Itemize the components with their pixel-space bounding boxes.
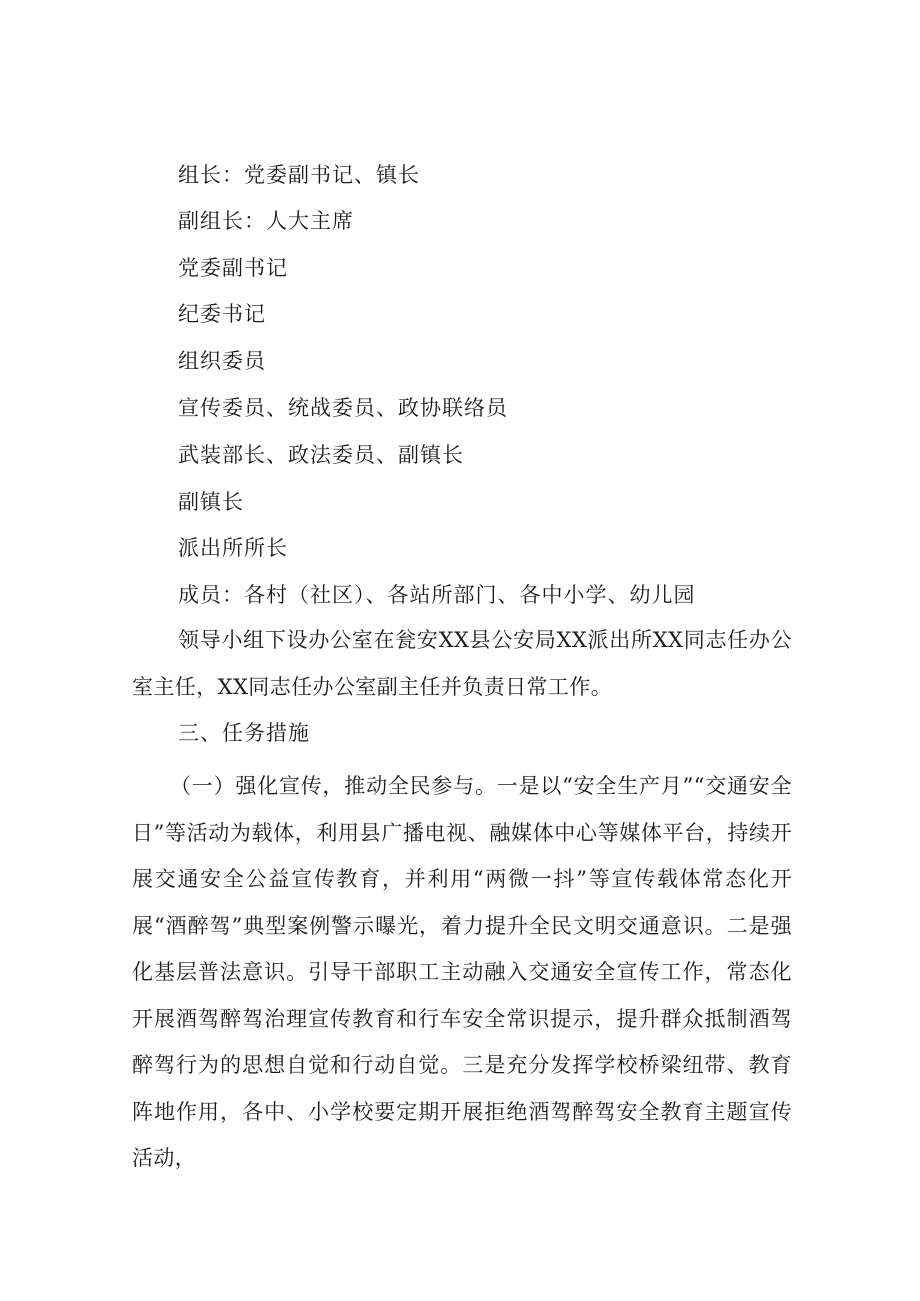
measures-paragraph: （一）强化宣传，推动全民参与。一是以“安全生产月”“交通安全日”等活动为载体，利用县广播电视、融媒体中心等媒体平台，持续开展交通安全公益宣传教育，并利用“两微一抖”等宣传载体常态化开展“酒醉驾”典型案例警示曝光，着力提升全民文明交通意识。二是强化基层普法意识。引导干部职工主动融入交通安全宣传工作，常态化开展酒驾醉驾治理宣传教育和行车安全常识提示，提升群众抵制酒驾醉驾行为的思想自觉和行动自觉。三是充分发挥学校桥梁纽带、教育阵地作用，各中、小学校要定期开展拒绝酒驾醉驾安全教育主题宣传活动， [132,774,792,1170]
members-line: 成员：各村（社区）、各站所部门、各中小学、幼儿园 [178,583,696,607]
member-line: 派出所所长 [178,536,288,560]
group-leader-line: 组长：党委副书记、镇长 [178,163,420,187]
member-line: 副镇长 [178,490,244,514]
member-line: 党委副书记 [178,256,288,280]
member-line: 纪委书记 [178,302,266,326]
member-line: 宣传委员、统战委员、政协联络员 [178,396,508,420]
member-line: 武装部长、政法委员、副镇长 [178,443,464,467]
section-heading: 三、任务措施 [178,721,310,745]
office-paragraph: 领导小组下设办公室在瓮安XX县公安局XX派出所XX同志任办公室主任，XX同志任办公室副主任并负责日常工作。 [132,628,792,699]
deputy-leader-line: 副组长：人大主席 [178,209,354,233]
member-line: 组织委员 [178,349,266,373]
